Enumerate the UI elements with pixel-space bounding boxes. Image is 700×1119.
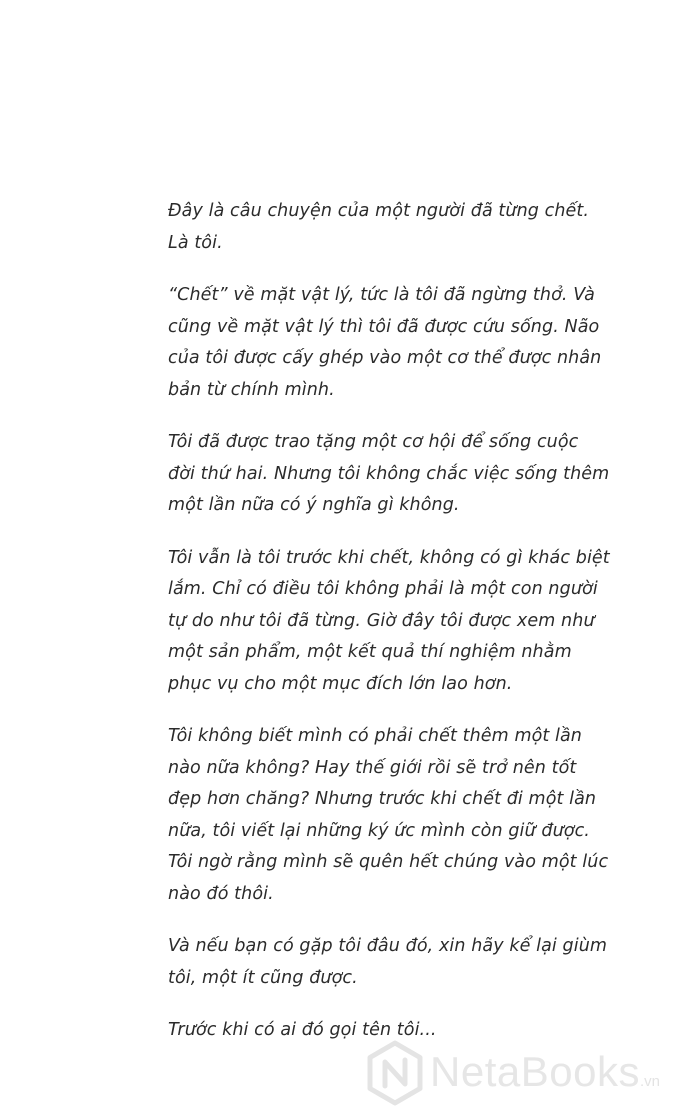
text-line: Là tôi. [168, 232, 223, 253]
watermark-text [430, 1050, 660, 1104]
watermark [366, 1040, 686, 1106]
text-line: cũng về mặt vật lý thì tôi đã được cứu sống. Não [168, 316, 600, 337]
text-line: nào nữa không? Hay thế giới rồi sẽ trở nên tốt [168, 757, 577, 778]
paragraph [168, 280, 623, 406]
text-line: bản từ chính mình. [168, 379, 335, 400]
text-line: đẹp hơn chăng? Nhưng trước khi chết đi một lần [168, 789, 597, 809]
paragraph [168, 196, 623, 259]
text-line: Tôi ngờ rằng mình sẽ quên hết chúng vào một lúc [168, 852, 609, 872]
watermark-brand: NetaBooks [430, 1048, 640, 1095]
hexagon-n-logo-icon [366, 1040, 424, 1106]
watermark-tld: .vn [639, 1073, 660, 1090]
text-line: “Chết” về mặt vật lý, tức là tôi đã ngừng thở. Và [168, 285, 595, 305]
text-line: Trước khi có ai đó gọi tên tôi... [168, 1020, 437, 1040]
text-line: nào đó thôi. [168, 883, 274, 904]
text-line: của tôi được cấy ghép vào một cơ thể được nhân [168, 348, 602, 368]
text-line: Tôi vẫn là tôi trước khi chết, không có gì khác biệt [168, 547, 610, 568]
paragraph [168, 721, 623, 910]
body-text [168, 196, 623, 1068]
text-line: một sản phẩm, một kết quả thí nghiệm nhằm [168, 642, 572, 662]
text-line: một lần nữa có ý nghĩa gì không. [168, 495, 460, 515]
text-line: lắm. Chỉ có điều tôi không phải là một con người [168, 579, 598, 599]
text-line: tôi, một ít cũng được. [168, 967, 358, 988]
text-line: Đây là câu chuyện của một người đã từng chết. [168, 201, 590, 221]
paragraph [168, 543, 623, 701]
text-line: Và nếu bạn có gặp tôi đâu đó, xin hãy kể lại giùm [168, 936, 608, 956]
text-line: Tôi đã được trao tặng một cơ hội để sống cuộc [168, 432, 579, 452]
text-line: Tôi không biết mình có phải chết thêm một lần [168, 726, 582, 746]
paragraph [168, 931, 623, 994]
text-line: tự do như tôi đã từng. Giờ đây tôi được xem như [168, 610, 595, 631]
text-line: đời thứ hai. Nhưng tôi không chắc việc sống thêm [168, 463, 610, 484]
paragraph [168, 427, 623, 522]
text-line: phục vụ cho một mục đích lớn lao hơn. [168, 673, 513, 694]
text-line: nữa, tôi viết lại những ký ức mình còn giữ được. [168, 820, 590, 841]
